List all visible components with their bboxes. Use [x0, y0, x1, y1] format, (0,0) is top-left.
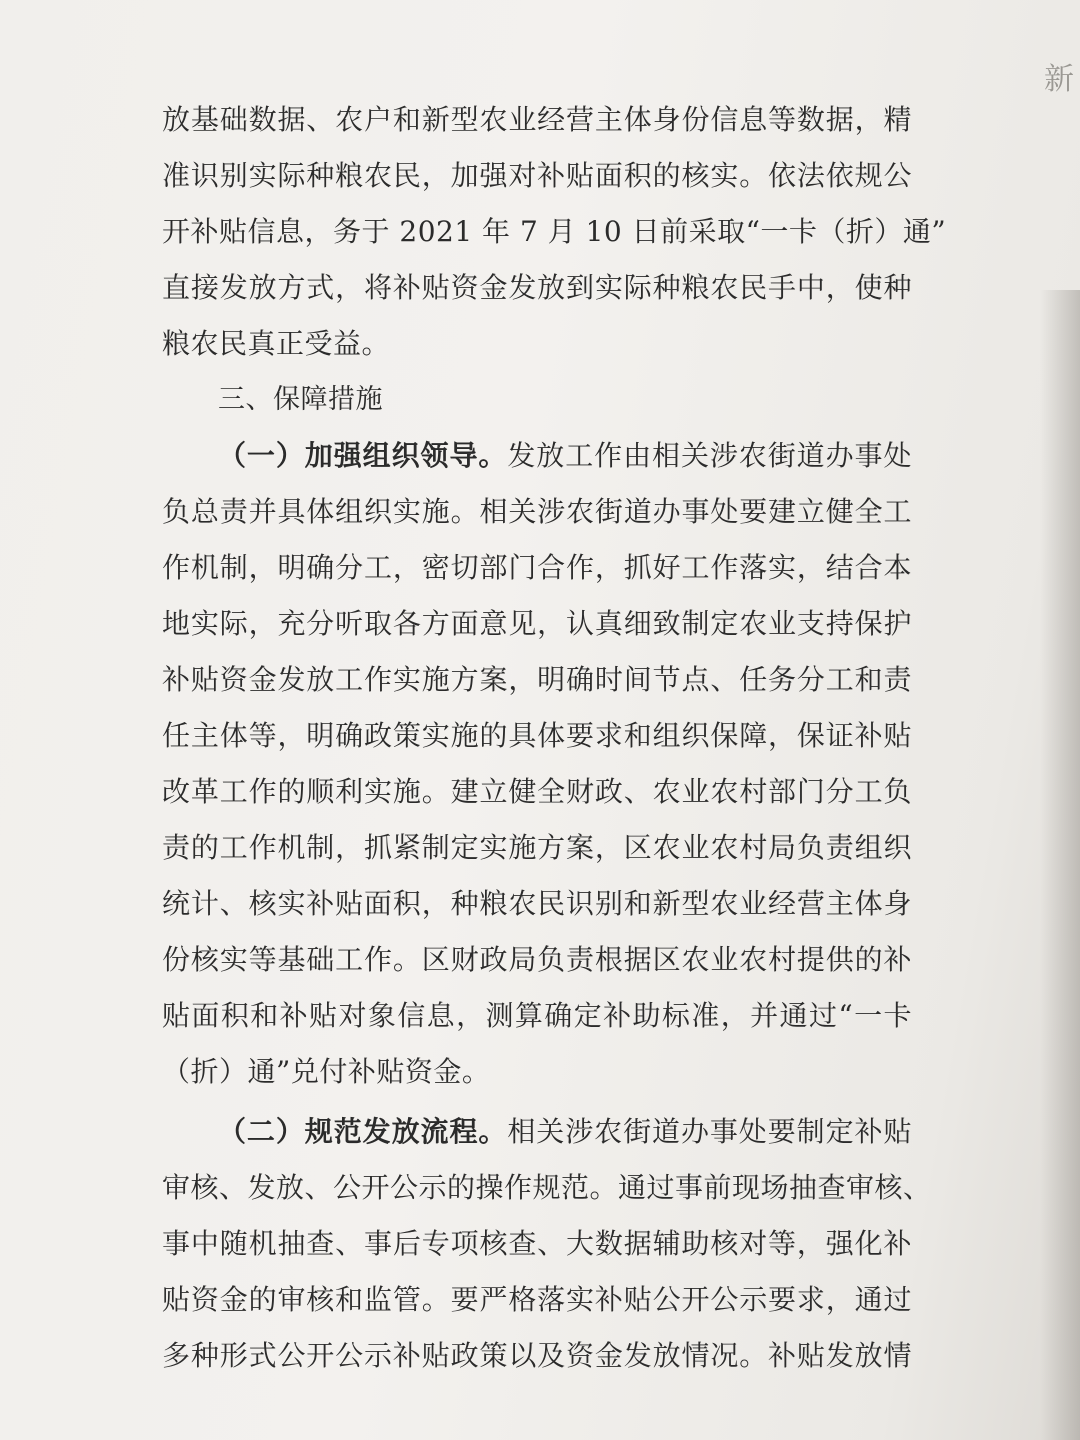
margin-handwriting: 新 — [1044, 62, 1074, 97]
text-line: 贴面积和补贴对象信息，测算确定补助标准，并通过“一卡 — [162, 999, 912, 1032]
text-line: 任主体等，明确政策实施的具体要求和组织保障，保证补贴 — [162, 719, 912, 752]
text-line: 地实际，充分听取各方面意见，认真细致制定农业支持保护 — [162, 607, 912, 640]
text-line: 粮农民真正受益。 — [162, 327, 391, 360]
subsection-title: （一）加强组织领导。 — [218, 439, 508, 472]
text-line: 多种形式公开公示补贴政策以及资金发放情况。补贴发放情 — [162, 1339, 912, 1372]
text-line: 统计、核实补贴面积，种粮农民识别和新型农业经营主体身 — [162, 887, 912, 920]
text-line: 直接发放方式，将补贴资金发放到实际种粮农民手中，使种 — [162, 271, 912, 304]
text-line: 负总责并具体组织实施。相关涉农街道办事处要建立健全工 — [162, 495, 912, 528]
text-line: 改革工作的顺利实施。建立健全财政、农业农村部门分工负 — [162, 775, 912, 808]
text-line: 补贴资金发放工作实施方案，明确时间节点、任务分工和责 — [162, 663, 912, 696]
document-body — [162, 92, 947, 1384]
subsection-title: （二）规范发放流程。 — [218, 1115, 508, 1148]
text-line: 作机制，明确分工，密切部门合作，抓好工作落实，结合本 — [162, 551, 912, 584]
text-line: 份核实等基础工作。区财政局负责根据区农业农村提供的补 — [162, 943, 912, 976]
text-span: 发放工作由相关涉农街道办事处 — [507, 439, 912, 472]
text-line: 贴资金的审核和监管。要严格落实补贴公开公示要求，通过 — [162, 1283, 912, 1316]
text-line: 事中随机抽查、事后专项核查、大数据辅助核对等，强化补 — [162, 1227, 912, 1260]
text-line: 准识别实际种粮农民，加强对补贴面积的核实。依法依规公 — [162, 159, 912, 192]
paragraph-first-line — [162, 428, 912, 484]
text-line: 放基础数据、农户和新型农业经营主体身份信息等数据，精 — [162, 103, 912, 136]
text-line: 审核、发放、公开公示的操作规范。通过事前现场抽查审核、 — [162, 1171, 932, 1204]
page-edge-shadow — [1040, 290, 1080, 1440]
text-line: （折）通”兑付补贴资金。 — [162, 1055, 491, 1088]
section-heading: 三、保障措施 — [218, 384, 383, 415]
text-span: 相关涉农街道办事处要制定补贴 — [507, 1115, 912, 1148]
text-line: 开补贴信息，务于 2021 年 7 月 10 日前采取“一卡（折）通” — [162, 215, 947, 248]
paragraph-first-line — [162, 1104, 912, 1160]
text-line: 责的工作机制，抓紧制定实施方案，区农业农村局负责组织 — [162, 831, 912, 864]
